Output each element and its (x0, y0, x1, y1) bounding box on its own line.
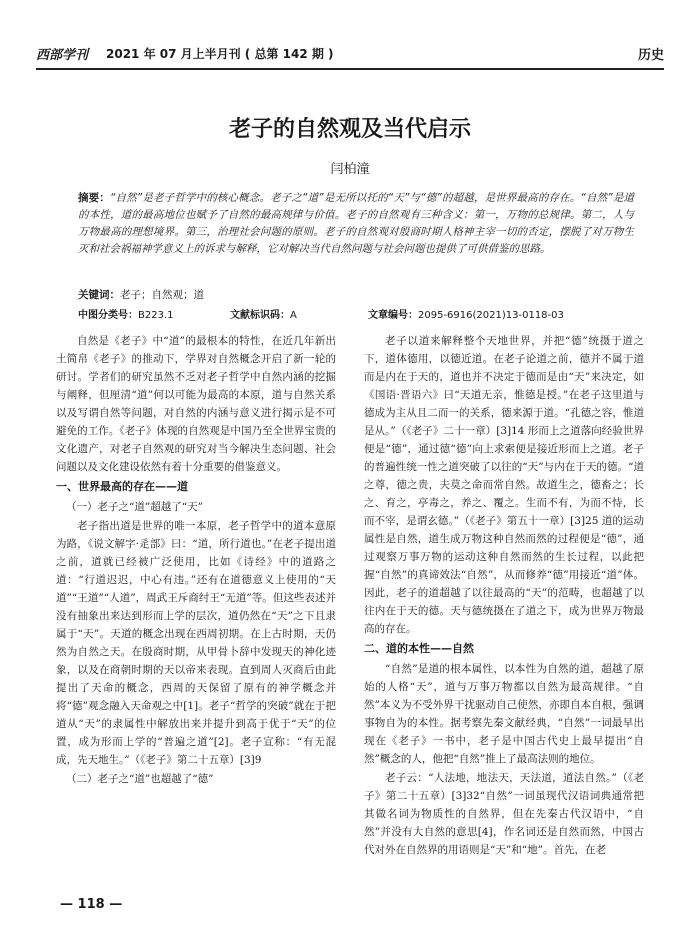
section-1-heading: 一、世界最高的存在——道 (56, 480, 188, 493)
author-name: 闫柏潼 (330, 162, 370, 177)
clc-value: B223.1 (138, 310, 174, 321)
section-2-heading: 二、道的本性——自然 (364, 642, 474, 655)
section-1-paragraph-1: 老子指出道是世界的唯一本原，老子哲学中的道本意原为路，《说文解字·辵部》曰：“道，所行道也。”在老子提出道之前，道就已经被广泛使用，比如《诗经》中的道路之道：“行道迟迟，中心有违。”还有在道德意义上使用的“天道”“王道”“人道”，周武王斥商纣王“无道”等。但这些表述并没有抽象出来达到形而上学的层次，道仍然在“天”之下且隶属于“天”。天道的概念出现在西周初期。在上古时期，天仍然为自然之天。在殷商时期，从甲骨卜辞中发现天的神化迹象，以及在商朝时期的天以帝来表现。直到周人灭商后由此提出了天命的概念，西周的天保留了原有的神学概念并将“德”观念融入天命观之中[1]。老子“哲学的突破”就在于把道从“天”的隶属性中解放出来并提升到高于优于“天”的位置，成为形而上学的“普遍之道”[2]。老子宣称：“有无混成，先天地生。”（《老子》第二十五章）[3]9 (56, 520, 336, 766)
section-2-paragraph-2: 老子云：“人法地，地法天，天法道，道法自然。”（《老子》第二十五章）[3]32“自然”一词虽现代汉语词典通常把其做名词为物质性的自然界，但在先秦古代汉语中，“自然”并没有大自然的意思[4]，作名词还是自然而然，中国古代对外在自然界的用语则是“天”和“地”。首先，在老 (364, 772, 644, 856)
clc-number (78, 306, 174, 321)
page-number: — 118 — (60, 897, 123, 912)
journal-issue: 2021 年 07 月上半月刊 ( 总第 142 期 ) (106, 47, 334, 61)
doc-label: 文献标识码： (230, 310, 290, 321)
article-number-value: 2095-6916(2021)13-0118-03 (418, 310, 564, 321)
section-1-subheading-2: （二）老子之“道”也超越了“德” (66, 773, 214, 785)
article-number-label: 文章编号： (368, 310, 418, 321)
doc-value: A (290, 310, 297, 321)
journal-name: 西部学刊 (36, 48, 89, 63)
left-column (56, 332, 336, 877)
article-number (368, 306, 564, 321)
keywords-text: 老子；自然观；道 (120, 289, 204, 301)
right-column (364, 332, 644, 877)
keywords (78, 287, 204, 302)
article-title: 老子的自然观及当代启示 (228, 117, 471, 142)
section-1-paragraph-2: 老子以道来解释整个天地世界，并把“德”统摄于道之下，道体德用，以德近道。在老子论道之前，德并不属于道而是内在于天的，道也并不决定于德而是由“天”来决定，如《国语·晋语六》曰“天道无亲，惟德是授。”在老子这里道与德成为主从且二而一的关系，德来源于道。“孔德之容，惟道是从。”（《老子》二十一章）[3]14 形而上之道落向经验世界便是“德”，通过德“德”向上求索便是接近形而上之道。老子的普遍性统一性之道突破了以往的“天”与内在于天的德。“道之尊，德之贵，夫莫之命而常自然。故道生之，德畜之；长之、育之，亭毒之，养之、覆之。生而不有，为而不恃，长而不宰，是谓玄德。”（《老子》第五十一章）[3]25 道的运动属性是自然，道生成万物这种自然而然的过程便是“德”，通过观察万事万物的运动这种自然而然的生长过程，以此把握“自然”的真谛效法“自然”，从而修养“德”用接近“道”体。因此，老子的道超越了以往最高的“天”的范畴，也超越了以往内在于天的德。天与德统摄在了道之下，成为世界万物最高的存在。 (364, 335, 644, 635)
abstract (78, 190, 634, 258)
section-name: 历史 (637, 48, 664, 63)
abstract-label: 摘要： (78, 192, 110, 204)
document-code (230, 306, 297, 321)
section-2-paragraph-1: “自然”是道的根本属性，以本性为自然的道，超越了原始的人格“天”，道与万事万物都以自然为最高规律。“自然”本义为不受外界干扰驱动自己使然，亦即自本自根，强调事物自为的本性。据考察先秦文献经典，“自然”一词最早出现在《老子》一书中，老子是中国古代史上最早提出“自然”概念的人，他把“自然”推上了最高法则的地位。 (364, 663, 644, 765)
running-header (36, 40, 664, 70)
clc-label: 中图分类号： (78, 310, 138, 321)
abstract-text: “自然”是老子哲学中的核心概念。老子之“道”是无所以托的“天”与“德”的超越，是世界最高的存在。“自然”是道的本性，道的最高地位也赋予了自然的最高规律与价值。老子的自然观有三种含义：第一，万物的总规律。第二，人与万物最高的理想境界。第三，治理社会问题的原则。老子的自然观对殷商时期人格神主宰一切的否定，摆脱了对万物生灭和社会祸福神学意义上的诉求与解释，它对解决当代自然问题与社会问题也提供了可供借鉴的思路。 (78, 192, 634, 255)
keywords-label: 关键词： (78, 289, 120, 301)
body-columns (56, 332, 644, 877)
section-1-subheading-1: （一）老子之“道”超越了“天” (66, 501, 203, 513)
intro-paragraph: 自然是《老子》中“道”的最根本的特性，在近几年新出土简帛《老子》的推动下，学界对自然概念开启了新一轮的研讨。学者们的研究虽然不乏对老子哲学中自然内涵的挖掘与阐释，但厘清“道”何以可能为最高的本原，道与自然关系以及写谓自然等问题，对自然的内涵与意义进行揭示是不可避免的工作。《老子》体现的自然观是中国乃至全世界宝贵的文化遗产，对老子自然观的研究对当今解决生态问题、社会问题以及文化建设依然有着十分重要的借鉴意义。 (56, 335, 336, 473)
